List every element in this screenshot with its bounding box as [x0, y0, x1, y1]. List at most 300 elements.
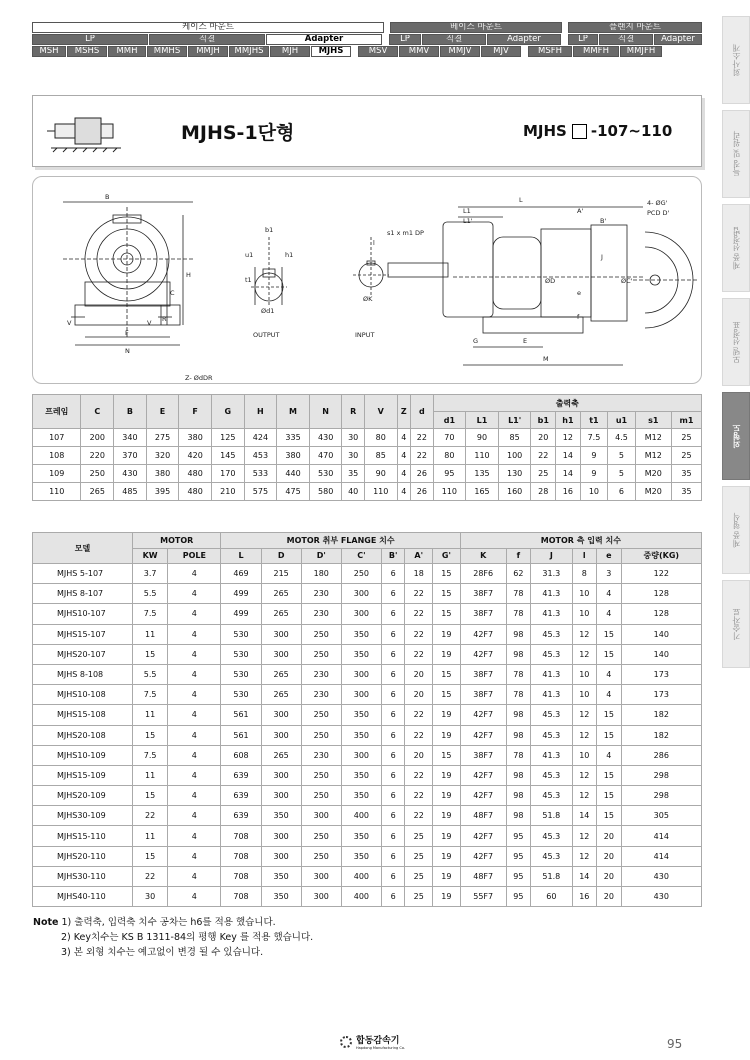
table-cell: 350 — [341, 624, 381, 644]
table-cell: 530 — [221, 624, 261, 644]
table-row — [33, 866, 702, 886]
sub-col-header: G' — [433, 548, 461, 564]
table-row — [33, 806, 702, 826]
table-cell: 4 — [168, 826, 221, 846]
sub-col-header: D' — [301, 548, 341, 564]
dim-label-V-right: V — [147, 319, 152, 327]
table-cell: 4 — [168, 846, 221, 866]
table-cell: 4 — [597, 685, 622, 705]
table-cell: M12 — [635, 447, 671, 465]
table-cell: 220 — [81, 447, 114, 465]
nav-model-mmjv[interactable]: MMJV — [440, 46, 480, 57]
output-shaft-header: 출력축 — [433, 395, 701, 412]
dim-label-G: G — [473, 337, 479, 345]
dim-label-l: l — [373, 239, 375, 247]
table-cell: 6 — [381, 705, 405, 725]
table-cell: 708 — [221, 846, 261, 866]
table-cell: 95 — [506, 866, 531, 886]
table-cell: 28 — [531, 483, 556, 501]
frame-dimension-table — [32, 394, 702, 501]
table-cell: 380 — [179, 429, 212, 447]
side-tab-1[interactable] — [722, 110, 750, 198]
table-cell: 22 — [405, 786, 433, 806]
frame-col-header: N — [309, 395, 342, 429]
table-row — [33, 705, 702, 725]
table-cell: 122 — [621, 564, 701, 584]
table-cell: 400 — [341, 866, 381, 886]
nav-model-mjh[interactable]: MJH — [270, 46, 310, 57]
table-cell: 300 — [301, 806, 341, 826]
nav-type-1-0[interactable]: LP — [389, 34, 421, 45]
table-cell: 16 — [556, 483, 581, 501]
table-cell: 12 — [572, 725, 597, 745]
table-cell: 250 — [81, 465, 114, 483]
table-cell: 230 — [301, 685, 341, 705]
table-cell: 608 — [221, 745, 261, 765]
table-cell: 305 — [621, 806, 701, 826]
table-cell: 7.5 — [580, 429, 608, 447]
table-cell: 6 — [381, 725, 405, 745]
table-cell: 42F7 — [460, 624, 506, 644]
table-cell: 4 — [168, 564, 221, 584]
table-cell: 25 — [405, 846, 433, 866]
table-cell: 7.5 — [133, 604, 168, 624]
table-cell: 4 — [168, 644, 221, 664]
side-tab-4[interactable] — [722, 392, 750, 480]
table-cell: 45.3 — [531, 765, 572, 785]
nav-type-2-1[interactable]: 직결 — [599, 34, 653, 45]
table-cell: 265 — [261, 604, 301, 624]
output-col-header: u1 — [608, 412, 636, 429]
table-cell: 109 — [33, 465, 81, 483]
table-cell: 10 — [572, 664, 597, 684]
nav-mount-0[interactable]: 케이스 마운트 — [32, 22, 384, 33]
table-cell: 298 — [621, 786, 701, 806]
table-cell: 10 — [572, 604, 597, 624]
table-row — [33, 685, 702, 705]
table-cell: 300 — [261, 786, 301, 806]
table-cell: 5.5 — [133, 584, 168, 604]
table-cell: 469 — [221, 564, 261, 584]
table-row — [33, 624, 702, 644]
table-cell: MJHS30-110 — [33, 866, 133, 886]
table-row — [33, 564, 702, 584]
table-cell: 42F7 — [460, 786, 506, 806]
frame-col-header: d — [411, 395, 433, 429]
table-cell: 335 — [277, 429, 310, 447]
nav-model-mmjfh[interactable]: MMJFH — [620, 46, 662, 57]
nav-model-mmhs[interactable]: MMHS — [147, 46, 187, 57]
table-cell: 424 — [244, 429, 277, 447]
table-cell: 25 — [405, 866, 433, 886]
table-cell: 45.3 — [531, 725, 572, 745]
table-cell: 6 — [381, 604, 405, 624]
table-cell: 350 — [341, 644, 381, 664]
side-tab-label: 회사소개 — [731, 44, 741, 76]
frame-col-header: M — [277, 395, 310, 429]
sub-col-header: 중량(KG) — [621, 548, 701, 564]
dim-label-u1: u1 — [245, 251, 254, 259]
table-cell: 110 — [364, 483, 397, 501]
table-cell: 708 — [221, 887, 261, 907]
table-cell: 20 — [405, 745, 433, 765]
table-cell: 12 — [572, 705, 597, 725]
table-cell: 48F7 — [460, 806, 506, 826]
side-tab-6[interactable] — [722, 580, 750, 668]
table-cell: 38F7 — [460, 745, 506, 765]
table-cell: 19 — [433, 725, 461, 745]
nav-model-mmjh[interactable]: MMJH — [188, 46, 228, 57]
table-cell: 35 — [342, 465, 364, 483]
table-cell: 110 — [466, 447, 499, 465]
table-cell: 9 — [580, 447, 608, 465]
table-cell: 15 — [597, 644, 622, 664]
table-cell: 128 — [621, 604, 701, 624]
table-cell: MJHS15-108 — [33, 705, 133, 725]
nav-model-msh[interactable]: MSH — [32, 46, 66, 57]
table-cell: 42F7 — [460, 705, 506, 725]
table-cell: 19 — [433, 644, 461, 664]
side-tab-label: 기술자료 — [731, 608, 741, 640]
table-cell: 41.3 — [531, 685, 572, 705]
table-cell: 6 — [381, 846, 405, 866]
table-cell: 4 — [597, 745, 622, 765]
dim-label-pcd2: PCD D' — [647, 209, 670, 217]
nav-mount-row — [32, 22, 708, 33]
table-cell: 40 — [342, 483, 364, 501]
frame-col-header: H — [244, 395, 277, 429]
output-col-header: h1 — [556, 412, 581, 429]
table-cell: 15 — [433, 664, 461, 684]
output-col-header: L1' — [498, 412, 531, 429]
dim-label-C: C — [170, 289, 175, 297]
nav-model-mjhs[interactable]: MJHS — [311, 46, 351, 57]
table-cell: 4 — [168, 806, 221, 826]
dim-label-Ap: A' — [577, 207, 584, 215]
nav-model-mmh[interactable]: MMH — [108, 46, 146, 57]
dim-label-h1: h1 — [285, 251, 294, 259]
table-cell: 708 — [221, 866, 261, 886]
table-cell: 22 — [411, 447, 433, 465]
model-dimension-table — [32, 532, 702, 907]
table-cell: 20 — [597, 887, 622, 907]
frame-col-header: C — [81, 395, 114, 429]
table-cell: 533 — [244, 465, 277, 483]
table-cell: 35 — [671, 465, 701, 483]
table-cell: 230 — [301, 604, 341, 624]
table-cell: 6 — [381, 887, 405, 907]
nav-model-msfh[interactable]: MSFH — [528, 46, 572, 57]
table-cell: 14 — [572, 866, 597, 886]
table-cell: 42F7 — [460, 826, 506, 846]
table-cell: 20 — [405, 685, 433, 705]
reducer-thumbnail-icon — [47, 114, 127, 158]
table-cell: 10 — [580, 483, 608, 501]
company-name: 합동감속기 — [356, 1036, 400, 1046]
frame-col-header: G — [211, 395, 244, 429]
table-cell: 95 — [506, 846, 531, 866]
table-cell: 708 — [221, 826, 261, 846]
table-cell: 453 — [244, 447, 277, 465]
sub-col-header: POLE — [168, 548, 221, 564]
table-cell: MJHS20-108 — [33, 725, 133, 745]
side-tab-label: 모델 선정표 — [731, 320, 741, 364]
table-cell: MJHS20-109 — [33, 786, 133, 806]
table-row — [33, 664, 702, 684]
nav-type-2-2[interactable]: Adapter — [654, 34, 702, 45]
table-cell: 300 — [341, 604, 381, 624]
dim-label-pcd1: 4- ØG' — [647, 199, 668, 207]
table-cell: 14 — [556, 447, 581, 465]
table-cell: 499 — [221, 584, 261, 604]
table-cell: 5 — [608, 447, 636, 465]
table-cell: 70 — [433, 429, 466, 447]
table-cell: 15 — [133, 846, 168, 866]
table-cell: 9 — [580, 465, 608, 483]
table-cell: 430 — [621, 887, 701, 907]
model-table-subheader-row — [33, 548, 702, 564]
drawing-svg — [33, 177, 703, 385]
table-cell: 300 — [261, 624, 301, 644]
table-cell: 78 — [506, 584, 531, 604]
table-cell: 12 — [572, 846, 597, 866]
table-cell: 173 — [621, 685, 701, 705]
table-cell: 41.3 — [531, 664, 572, 684]
nav-model-msv[interactable]: MSV — [358, 46, 398, 57]
table-cell: 575 — [244, 483, 277, 501]
table-cell: 4 — [397, 447, 411, 465]
nav-model-mmv[interactable]: MMV — [399, 46, 439, 57]
table-cell: 320 — [146, 447, 179, 465]
dim-label-H: H — [186, 271, 191, 279]
table-cell: 561 — [221, 725, 261, 745]
table-row — [33, 846, 702, 866]
side-tab-0[interactable] — [722, 16, 750, 104]
dim-label-b1: b1 — [265, 226, 274, 234]
side-tab-2[interactable] — [722, 204, 750, 292]
nav-type-0-2[interactable]: Adapter — [266, 34, 382, 45]
table-cell: 55F7 — [460, 887, 506, 907]
table-cell: MJHS 8-108 — [33, 664, 133, 684]
table-cell: 170 — [211, 465, 244, 483]
table-cell: MJHS 5-107 — [33, 564, 133, 584]
table-cell: 25 — [671, 429, 701, 447]
table-cell: 42F7 — [460, 846, 506, 866]
table-cell: 20 — [597, 826, 622, 846]
table-cell: 45.3 — [531, 846, 572, 866]
table-cell: 15 — [597, 705, 622, 725]
dim-label-E: E — [523, 337, 528, 345]
table-cell: 10 — [572, 584, 597, 604]
table-cell: 16 — [572, 887, 597, 907]
note-item-1: 1) 출력축, 입력축 치수 공차는 h6를 적용 했습니다. — [61, 917, 276, 928]
table-cell: 22 — [405, 604, 433, 624]
table-cell: 20 — [597, 866, 622, 886]
table-cell: MJHS40-110 — [33, 887, 133, 907]
table-cell: 41.3 — [531, 604, 572, 624]
nav-model-row — [32, 46, 708, 57]
table-cell: 25 — [405, 887, 433, 907]
table-cell: MJHS10-109 — [33, 745, 133, 765]
side-tab-label: 제품 형식 — [731, 512, 741, 548]
table-cell: 275 — [146, 429, 179, 447]
nav-type-0-1[interactable]: 직결 — [149, 34, 265, 45]
nav-model-mmjhs[interactable]: MMJHS — [229, 46, 269, 57]
table-cell: 6 — [381, 584, 405, 604]
nav-model-group-2 — [528, 46, 663, 57]
table-cell: 300 — [341, 745, 381, 765]
table-cell: 48F7 — [460, 866, 506, 886]
dim-label-f: f — [577, 313, 580, 321]
table-cell: 90 — [364, 465, 397, 483]
input-header: MOTOR 측 입력 치수 — [460, 533, 701, 549]
table-row — [33, 826, 702, 846]
nav-type-2-0[interactable]: LP — [568, 34, 598, 45]
table-cell: 19 — [433, 826, 461, 846]
output-col-header: L1 — [466, 412, 499, 429]
table-cell: 145 — [211, 447, 244, 465]
table-cell: 25 — [531, 465, 556, 483]
table-cell: 4 — [397, 429, 411, 447]
flange-header: MOTOR 취부 FLANGE 치수 — [221, 533, 460, 549]
side-tab-5[interactable] — [722, 486, 750, 574]
nav-type-0-0[interactable]: LP — [32, 34, 148, 45]
table-cell: 4 — [168, 624, 221, 644]
table-cell: 22 — [133, 866, 168, 886]
nav-mount-2[interactable]: 플랜지 마운트 — [568, 22, 702, 33]
table-cell: 15 — [433, 685, 461, 705]
table-cell: 4 — [597, 584, 622, 604]
table-cell: 300 — [341, 664, 381, 684]
title-panel — [32, 95, 702, 167]
table-cell: 4 — [168, 705, 221, 725]
table-row — [33, 483, 702, 501]
table-cell: 41.3 — [531, 745, 572, 765]
table-cell: 265 — [261, 745, 301, 765]
table-cell: 15 — [433, 564, 461, 584]
table-cell: 230 — [301, 745, 341, 765]
table-cell: 41.3 — [531, 584, 572, 604]
table-cell: 19 — [433, 624, 461, 644]
sub-col-header: A' — [405, 548, 433, 564]
table-cell: 25 — [671, 447, 701, 465]
table-cell: 80 — [364, 429, 397, 447]
side-tab-bar — [722, 16, 750, 674]
sub-col-header: f — [506, 548, 531, 564]
note-item-3: 3) 본 외형 치수는 예고없이 변경 될 수 있습니다. — [61, 947, 264, 958]
nav-type-group-0 — [32, 34, 383, 45]
table-cell: 215 — [261, 564, 301, 584]
table-row — [33, 447, 702, 465]
table-cell: 165 — [466, 483, 499, 501]
table-row — [33, 429, 702, 447]
nav-mount-1[interactable]: 베이스 마운트 — [390, 22, 562, 33]
nav-model-group-1 — [358, 46, 522, 57]
table-cell: 140 — [621, 644, 701, 664]
table-cell: 300 — [301, 866, 341, 886]
table-cell: 4 — [168, 786, 221, 806]
table-cell: 15 — [597, 624, 622, 644]
nav-model-mshs[interactable]: MSHS — [67, 46, 107, 57]
table-cell: 6 — [381, 564, 405, 584]
table-cell: 200 — [81, 429, 114, 447]
input-label: INPUT — [355, 331, 375, 339]
dim-label-R: R — [162, 315, 167, 323]
side-tab-label: 외형도 — [731, 424, 741, 448]
table-cell: 182 — [621, 725, 701, 745]
model-code-suffix: -107~110 — [590, 122, 673, 140]
company-sub: Hapdong Manufacturing Co. — [356, 1046, 406, 1050]
table-cell: 30 — [342, 429, 364, 447]
table-cell: 22 — [405, 765, 433, 785]
table-cell: MJHS 8-107 — [33, 584, 133, 604]
dim-label-N: N — [125, 347, 130, 355]
table-cell: 12 — [572, 786, 597, 806]
nav-model-mjv[interactable]: MJV — [481, 46, 521, 57]
table-cell: 45.3 — [531, 705, 572, 725]
table-cell: 180 — [301, 564, 341, 584]
company-logo — [340, 1033, 405, 1050]
table-cell: 51.8 — [531, 866, 572, 886]
table-cell: 78 — [506, 664, 531, 684]
table-cell: 22 — [411, 429, 433, 447]
table-cell: 78 — [506, 604, 531, 624]
table-cell: 250 — [301, 624, 341, 644]
side-tab-3[interactable] — [722, 298, 750, 386]
table-cell: 6 — [381, 806, 405, 826]
frame-col-header: Z — [397, 395, 411, 429]
table-cell: 250 — [301, 826, 341, 846]
table-cell: 12 — [572, 624, 597, 644]
table-cell: 4 — [168, 685, 221, 705]
table-cell: 430 — [621, 866, 701, 886]
table-cell: 12 — [572, 644, 597, 664]
table-cell: 125 — [211, 429, 244, 447]
motor-header: MOTOR — [133, 533, 221, 549]
side-tab-label: 특징 및 원리 — [731, 131, 741, 177]
table-cell: 20 — [597, 846, 622, 866]
nav-model-mmfh[interactable]: MMFH — [573, 46, 619, 57]
model-col-header: 모델 — [33, 533, 133, 564]
table-cell: 485 — [114, 483, 147, 501]
table-cell: 414 — [621, 846, 701, 866]
table-cell: 210 — [211, 483, 244, 501]
table-cell: 4 — [397, 483, 411, 501]
table-cell: 31.3 — [531, 564, 572, 584]
dim-label-d1: Ød1 — [261, 307, 275, 315]
table-cell: 140 — [621, 624, 701, 644]
nav-type-1-1[interactable]: 직결 — [422, 34, 486, 45]
table-cell: 6 — [381, 624, 405, 644]
table-cell: 173 — [621, 664, 701, 684]
table-cell: 300 — [261, 826, 301, 846]
notes — [33, 915, 313, 960]
table-cell: 130 — [498, 465, 531, 483]
table-cell: 90 — [466, 429, 499, 447]
table-cell: 350 — [341, 846, 381, 866]
table-cell: 340 — [114, 429, 147, 447]
table-cell: 95 — [433, 465, 466, 483]
gear-icon — [340, 1036, 352, 1048]
table-cell: 15 — [597, 786, 622, 806]
table-cell: 19 — [433, 887, 461, 907]
table-cell: 414 — [621, 826, 701, 846]
table-cell: 250 — [301, 765, 341, 785]
table-cell: 14 — [572, 806, 597, 826]
table-cell: 4 — [397, 465, 411, 483]
table-cell: 60 — [531, 887, 572, 907]
nav-type-1-2[interactable]: Adapter — [487, 34, 561, 45]
